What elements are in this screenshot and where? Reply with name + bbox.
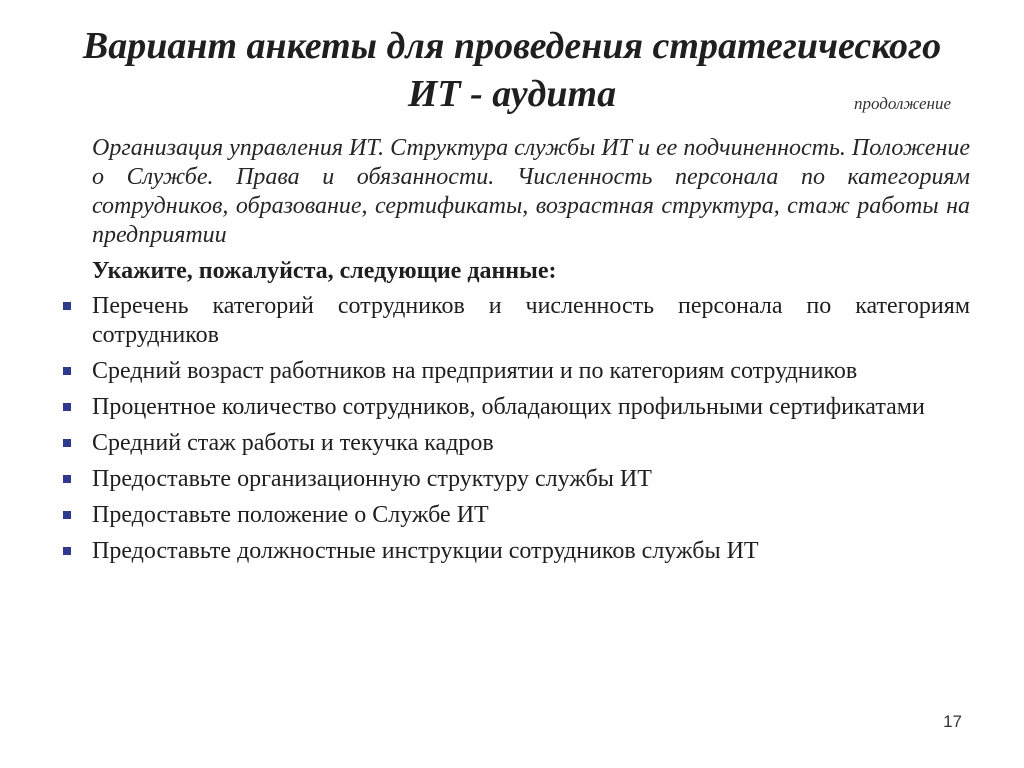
- bullet-text: Предоставьте должностные инструкции сотрудников службы ИТ: [92, 538, 759, 564]
- bullet-item: [60, 357, 970, 386]
- bullet-item: [60, 537, 970, 566]
- bullet-text: Предоставьте организационную структуру службы ИТ: [92, 466, 652, 492]
- square-bullet-icon: [63, 439, 71, 447]
- bullet-item: [60, 501, 970, 530]
- square-bullet-icon: [63, 475, 71, 483]
- slide-title-line-2: ИТ - аудита: [407, 73, 617, 115]
- bullet-item: [60, 393, 970, 422]
- square-bullet-icon: [63, 302, 71, 310]
- bullet-text: Процентное количество сотрудников, обладающих профильными сертификатами: [92, 394, 925, 420]
- lead-text: Укажите, пожалуйста, следующие данные:: [92, 258, 557, 284]
- bullet-text: Средний возраст работников на предприятии и по категориям сотрудников: [92, 358, 858, 384]
- square-bullet-icon: [63, 403, 71, 411]
- bullet-text: Предоставьте положение о Службе ИТ: [92, 502, 489, 528]
- square-bullet-icon: [63, 367, 71, 375]
- bullet-item: [60, 292, 970, 350]
- bullet-item: [60, 465, 970, 494]
- square-bullet-icon: [63, 511, 71, 519]
- slide-title-line-1: Вариант анкеты для проведения стратегического: [82, 25, 942, 67]
- slide-title: [40, 22, 984, 118]
- continuation-note: продолжение: [854, 94, 951, 113]
- square-bullet-icon: [63, 547, 71, 555]
- bullet-item: [60, 429, 970, 458]
- bullet-text: Средний стаж работы и текучка кадров: [92, 430, 494, 456]
- page-number: 17: [943, 712, 962, 731]
- intro-paragraph: Организация управления ИТ. Структура службы ИТ и ее подчиненность. Положение о Службе. Права и обязанности. Численность персонала по категориям сотрудников, образование, сертификаты, возрастная структура, стаж работы на предприятии: [92, 135, 970, 248]
- bullet-text: Перечень категорий сотрудников и численность персонала по категориям сотрудников: [92, 293, 970, 348]
- bullet-list: [60, 292, 970, 573]
